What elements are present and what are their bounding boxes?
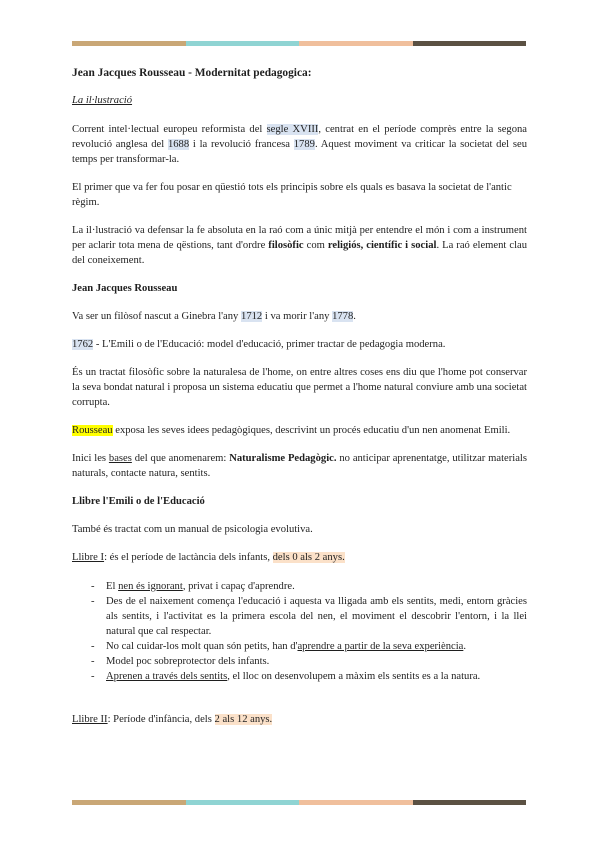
paragraph-illustracio-definition: Corrent intel·lectual europeu reformista del segle XVIII, centrat en el període comprès entre la segona revolució anglesa del 1688 i la revolució francesa 1789. Aquest moviment va criticar la societat del seu temps per transformar-la.: [72, 124, 527, 165]
paragraph-rousseau-idees: Rousseau exposa les seves idees pedagògiques, descrivint un procés educatiu d'un nen anomenat Emili.: [72, 425, 511, 436]
list-item: - No cal cuidar-los molt quan són petits, han d'aprendre a partir de la seva experiència.: [72, 639, 527, 654]
list-item: - El nen és ignorant, privat i capaç d'aprendre.: [72, 579, 527, 594]
paragraph-emili-1762: 1762 - L'Emili o de l'Educació: model d'educació, primer tractar de pedagogia moderna.: [72, 339, 446, 350]
paragraph-naturalisme: Inici les bases del que anomenarem: Naturalisme Pedagògic. no anticipar aprenentatge, utilitzar materials naturals, contacte natura, sentits.: [72, 453, 527, 479]
llibre-1-list: [72, 579, 527, 684]
paragraph-psicologia: També és tractat com un manual de psicologia evolutiva.: [72, 524, 313, 535]
bottom-decorative-bar: [72, 800, 526, 805]
paragraph-tractat: És un tractat filosòfic sobre la naturalesa de l'home, on entre altres coses ens diu que l'home pot conservar la seva bondat natural i proposa un sistema educatiu que permet a l'home natural conviure amb una societat corrupta.: [72, 367, 527, 408]
document-body: [72, 66, 527, 727]
paragraph-rao: La il·lustració va defensar la fe absoluta en la raó com a únic mitjà per entendre el món i com a instrument per aclarir tota mena de qëstions, tant d'ordre filosòfic com religiós, científic i social. La raó element clau del coneixement.: [72, 225, 528, 266]
document-title: Jean Jacques Rousseau - Modernitat pedagogica:: [72, 67, 312, 79]
list-item: - Des de el naixement comença l'educació i aquesta va lligada amb els sentits, medi, entorn gràcies als sentits, i l'activitat es la primera escola del nen, el moviment el descobrir l'entorn, i la llei natural que cal respectar.: [72, 594, 527, 639]
section-heading-rousseau: Jean Jacques Rousseau: [72, 283, 178, 294]
paragraph-birth-death: Va ser un filòsof nascut a Ginebra l'any 1712 i va morir l'any 1778.: [72, 311, 356, 322]
section-heading-llibre-emili: Llibre l'Emili o de l'Educació: [72, 496, 205, 507]
paragraph-llibre-2: Llibre II: Període d'infància, dels 2 als 12 anys.: [72, 714, 273, 725]
section-heading-illustracio: La il·lustració: [72, 95, 133, 106]
list-item: - Model poc sobreprotector dels infants.: [72, 654, 527, 669]
list-item: - Aprenen a través dels sentits, el lloc on desenvolupem a màxim els sentits es a la natura.: [72, 669, 527, 684]
paragraph-antic-regim: El primer que va fer fou posar en qüestió tots els principis sobre els quals es basava la societat de l'antic règim.: [72, 182, 512, 208]
top-decorative-bar: [72, 41, 526, 46]
paragraph-llibre-1: Llibre I: és el període de lactància dels infants, dels 0 als 2 anys.: [72, 552, 345, 563]
